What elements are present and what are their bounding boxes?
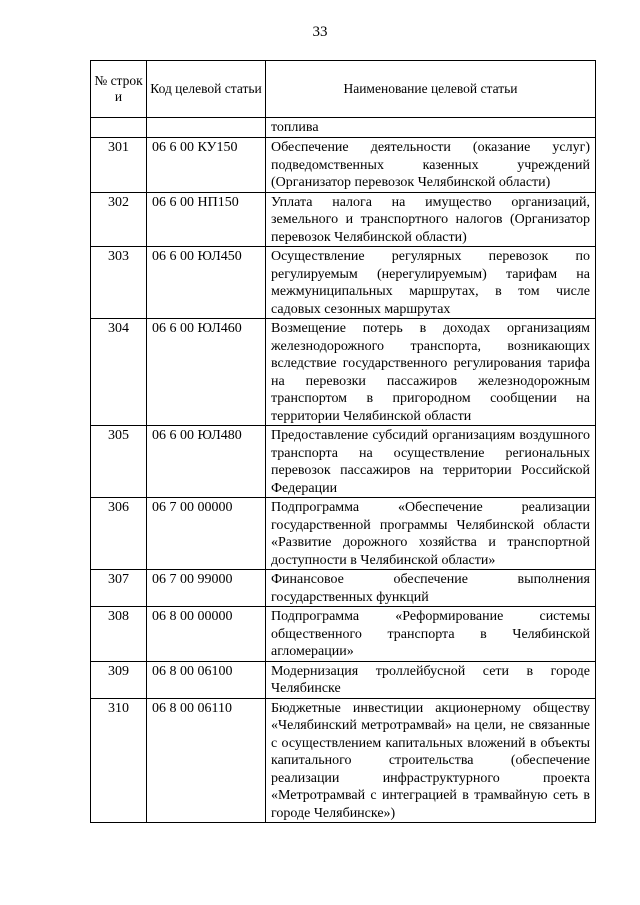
table-row [91, 607, 596, 662]
article-code: 06 8 00 06110 [147, 698, 266, 823]
article-code: 06 6 00 ЮЛ460 [147, 319, 266, 426]
table-header-row [91, 61, 596, 118]
article-code: 06 8 00 06100 [147, 661, 266, 698]
article-name: Осуществление регулярных перевозок по регулируемым (нерегулируемым) тарифам на межмуниципальных маршрутах, в том числе садовых сезонных маршрутах [266, 247, 596, 319]
row-number: 301 [91, 138, 147, 193]
row-number: 310 [91, 698, 147, 823]
table-row-continuation [91, 118, 596, 138]
article-code: 06 7 00 99000 [147, 570, 266, 607]
article-code: 06 6 00 НП150 [147, 192, 266, 247]
row-number: 302 [91, 192, 147, 247]
article-code [147, 118, 266, 138]
table-row [91, 570, 596, 607]
article-name: Модернизация троллейбусной сети в городе Челябинске [266, 661, 596, 698]
header-article-code: Код целевой статьи [147, 61, 266, 118]
header-article-name: Наименование целевой статьи [266, 61, 596, 118]
row-number: 303 [91, 247, 147, 319]
table-row [91, 661, 596, 698]
article-name: Обеспечение деятельности (оказание услуг) подведомственных казенных учреждений (Организатор перевозок Челябинской области) [266, 138, 596, 193]
table-row [91, 426, 596, 498]
row-number: 308 [91, 607, 147, 662]
article-name: топлива [266, 118, 596, 138]
header-row-number: № строк и [91, 61, 147, 118]
article-code: 06 7 00 00000 [147, 498, 266, 570]
row-number: 309 [91, 661, 147, 698]
article-code: 06 8 00 00000 [147, 607, 266, 662]
table-row [91, 247, 596, 319]
row-number: 305 [91, 426, 147, 498]
article-code: 06 6 00 ЮЛ450 [147, 247, 266, 319]
table-row [91, 319, 596, 426]
row-number [91, 118, 147, 138]
row-number: 307 [91, 570, 147, 607]
table-row [91, 698, 596, 823]
row-number: 306 [91, 498, 147, 570]
page-number: 33 [312, 24, 328, 40]
article-name: Возмещение потерь в доходах организациям железнодорожного транспорта, возникающих вследствие государственного регулирования тарифа на перевозки пассажиров железнодорожным транспортом в пригородном сообщении на территории Челябинской области [266, 319, 596, 426]
article-name: Финансовое обеспечение выполнения государственных функций [266, 570, 596, 607]
article-code: 06 6 00 КУ150 [147, 138, 266, 193]
table-row [91, 192, 596, 247]
article-code: 06 6 00 ЮЛ480 [147, 426, 266, 498]
article-name: Предоставление субсидий организациям воздушного транспорта на осуществление региональных перевозок пассажиров на территории Российской Федерации [266, 426, 596, 498]
table-row [91, 498, 596, 570]
table-row [91, 138, 596, 193]
row-number: 304 [91, 319, 147, 426]
article-name: Бюджетные инвестиции акционерному обществу «Челябинский метротрамвай» на цели, не связанные с осуществлением капитальных вложений в объекты капитального строительства (обеспечение реализации инфраструктурного проекта «Метротрамвай с интеграцией в трамвайную сеть в городе Челябинске») [266, 698, 596, 823]
target-articles-table [90, 60, 596, 823]
article-name: Подпрограмма «Обеспечение реализации государственной программы Челябинской области «Развитие дорожного хозяйства и транспортной доступности в Челябинской области» [266, 498, 596, 570]
article-name: Подпрограмма «Реформирование системы общественного транспорта в Челябинской агломерации» [266, 607, 596, 662]
article-name: Уплата налога на имущество организаций, земельного и транспортного налогов (Организатор перевозок Челябинской области) [266, 192, 596, 247]
